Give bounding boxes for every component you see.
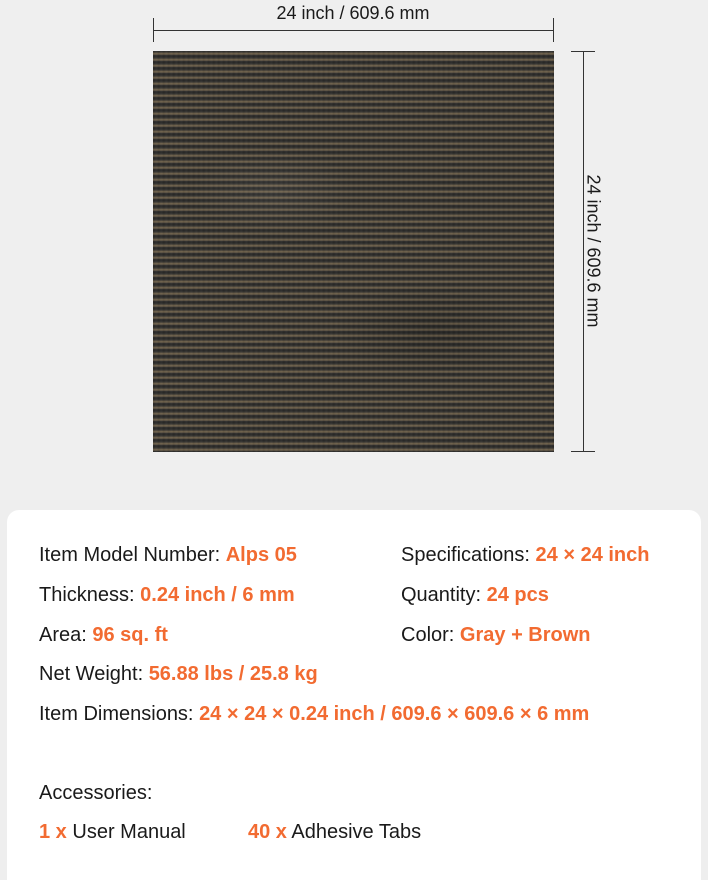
net-weight-row xyxy=(39,663,318,686)
width-dimension-line xyxy=(153,30,554,31)
quantity-row xyxy=(401,584,549,607)
accessory-item xyxy=(248,821,421,844)
color-row xyxy=(401,624,591,647)
accessory-name: User Manual xyxy=(72,821,186,843)
item-dimensions-label: Item Dimensions: xyxy=(39,703,194,725)
thickness-label: Thickness: xyxy=(39,584,135,606)
thickness-value: 0.24 inch / 6 mm xyxy=(140,584,295,606)
accessory-count: 40 x xyxy=(248,821,287,843)
accessory-count: 1 x xyxy=(39,821,67,843)
carpet-tile-image xyxy=(153,51,554,452)
area-label: Area: xyxy=(39,624,87,646)
width-dimension-tick-right xyxy=(553,18,554,42)
specifications-label: Specifications: xyxy=(401,544,530,566)
model-number-value: Alps 05 xyxy=(225,544,297,566)
item-dimensions-row xyxy=(39,703,589,726)
width-dimension-tick-left xyxy=(153,18,154,42)
quantity-label: Quantity: xyxy=(401,584,482,606)
accessory-name: Adhesive Tabs xyxy=(291,821,422,843)
specifications-value: 24 × 24 inch xyxy=(535,544,650,566)
color-label: Color: xyxy=(401,624,455,646)
thickness-row xyxy=(39,584,295,607)
height-dimension-label: 24 inch / 609.6 mm xyxy=(583,174,604,328)
item-dimensions-value: 24 × 24 × 0.24 inch / 609.6 × 609.6 × 6 mm xyxy=(199,703,590,725)
specifications-card xyxy=(7,510,701,880)
quantity-value: 24 pcs xyxy=(486,584,549,606)
model-number-label: Item Model Number: xyxy=(39,544,221,566)
height-dimension-tick-bottom xyxy=(571,451,595,452)
net-weight-label: Net Weight: xyxy=(39,663,144,685)
width-dimension-label: 24 inch / 609.6 mm xyxy=(276,3,430,23)
specifications-row xyxy=(401,544,650,567)
color-value: Gray + Brown xyxy=(459,624,591,646)
net-weight-value: 56.88 lbs / 25.8 kg xyxy=(148,663,318,685)
model-number-row xyxy=(39,544,297,567)
area-row xyxy=(39,624,168,647)
accessories-title: Accessories: xyxy=(39,782,153,804)
area-value: 96 sq. ft xyxy=(92,624,168,646)
height-dimension-tick-top xyxy=(571,51,595,52)
accessory-item xyxy=(39,821,186,844)
